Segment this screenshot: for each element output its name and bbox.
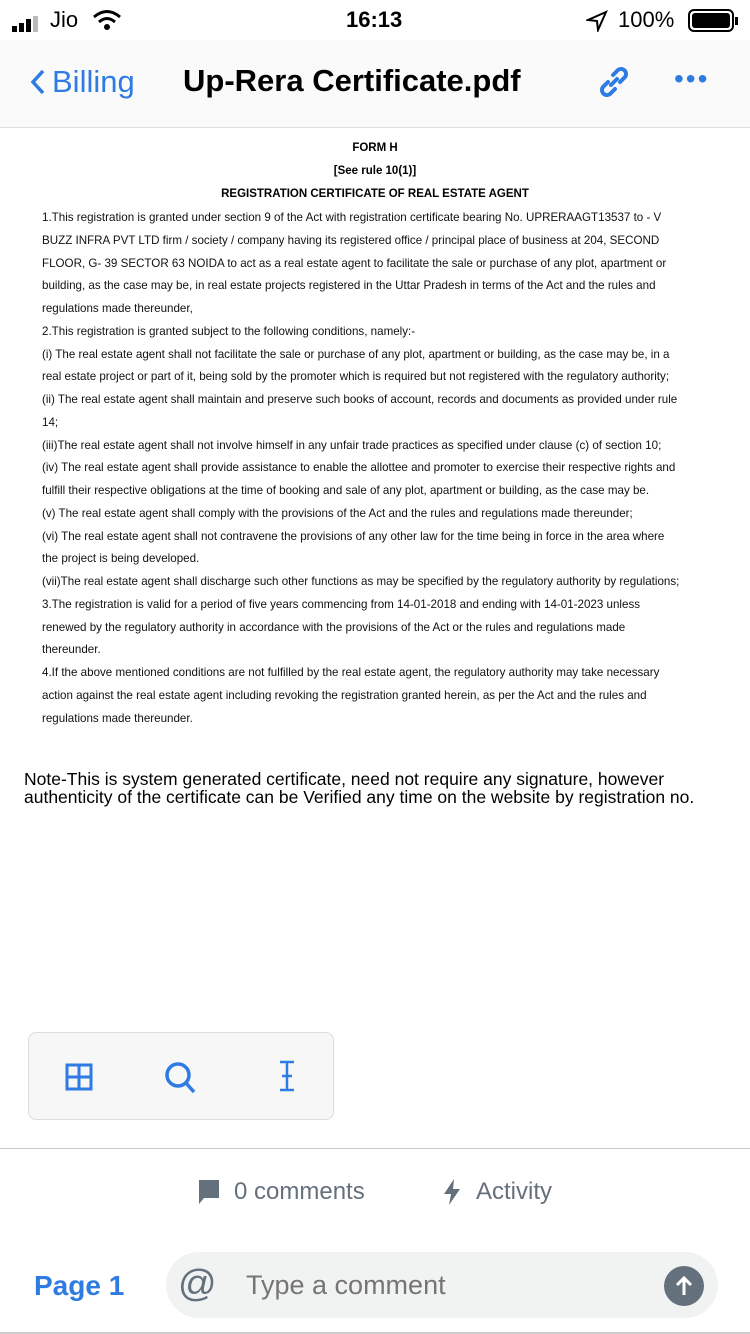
signal-icon	[12, 12, 42, 38]
document-line: 4.If the above mentioned conditions are not fulfilled by the real estate agent, the regulatory authority may take necessary	[42, 666, 660, 679]
status-bar	[0, 0, 750, 40]
document-line: 2.This registration is granted subject to the following conditions, namely:-	[42, 324, 416, 338]
activity-tab[interactable]	[442, 1178, 552, 1206]
note-text: Note-This is system generated certificate, need not require any signature, however authenticity of the certificate can be Verified any time on the website by registration no.	[24, 769, 695, 807]
battery-percent: 100%	[618, 7, 675, 32]
lightning-icon	[442, 1178, 462, 1206]
more-options-button[interactable]: •••	[674, 63, 710, 94]
pdf-toolbar	[28, 1032, 334, 1120]
arrow-up-icon	[674, 1275, 694, 1297]
mention-icon[interactable]: @	[178, 1263, 217, 1305]
document-line: (ii) The real estate agent shall maintain and preserve such books of account, records and documents as provided under rule	[42, 393, 678, 406]
document-line: (iii)The real estate agent shall not involve himself in any unfair trade practices as specified under clause (c) of section 10;	[42, 438, 662, 452]
text-select-button[interactable]	[277, 1059, 297, 1098]
navigation-bar	[0, 40, 750, 128]
comments-tab[interactable]	[198, 1178, 365, 1206]
document-line: regulations made thereunder,	[42, 302, 193, 315]
chevron-left-icon	[30, 68, 46, 96]
search-button[interactable]	[163, 1061, 199, 1100]
document-line: fulfill their respective obligations at the time of booking and sale of any plot, apartment or building, as the case may be.	[42, 484, 650, 497]
wifi-icon	[92, 9, 122, 37]
document-line: renewed by the regulatory authority in accordance with the provisions of the Act or the rules and regulations made	[42, 620, 626, 634]
clock: 16:13	[346, 7, 403, 32]
back-label: Billing	[52, 64, 135, 99]
document-line: (iv) The real estate agent shall provide assistance to enable the allottee and promoter to exercise their respective rights and	[42, 461, 676, 475]
document-line: (vi) The real estate agent shall not contravene the provisions of any other law for the time being in force in the area where	[42, 529, 665, 543]
activity-label: Activity	[476, 1178, 553, 1205]
document-line: (v) The real estate agent shall comply with the provisions of the Act and the rules and regulations made thereunder;	[42, 506, 633, 520]
comment-box	[166, 1252, 718, 1318]
thumbnails-button[interactable]	[65, 1063, 93, 1096]
text-cursor-icon	[277, 1059, 297, 1093]
comments-count: 0 comments	[234, 1178, 365, 1205]
battery-icon	[688, 9, 740, 39]
comment-input[interactable]	[246, 1270, 646, 1301]
document-line: (vii)The real estate agent shall discharge such other functions as may be specified by the regulatory authority by regulations;	[42, 575, 680, 588]
document-line: action against the real estate agent including revoking the registration granted herein, as per the Act and the rules and	[42, 688, 647, 702]
page-indicator[interactable]: Page 1	[34, 1270, 125, 1301]
document-line: real estate project or part of it, being sold by the promoter which is required but not registered with the regulatory authority;	[42, 370, 670, 384]
document-line: 3.The registration is valid for a period of five years commencing from 14-01-2018 and ending with 14-01-2023 unless	[42, 597, 641, 611]
document-line: thereunder.	[42, 643, 101, 657]
document-line: 14;	[42, 415, 59, 429]
certificate-heading: REGISTRATION CERTIFICATE OF REAL ESTATE AGENT	[221, 188, 529, 200]
search-icon	[163, 1061, 199, 1095]
send-button[interactable]	[664, 1266, 704, 1306]
form-heading: FORM H	[352, 142, 398, 154]
document-line: FLOOR, G- 39 SECTOR 63 NOIDA to act as a real estate agent to facilitate the sale or purchase of any plot, apartment or	[42, 256, 667, 270]
carrier: Jio	[50, 7, 79, 32]
rule-heading: [See rule 10(1)]	[333, 165, 417, 177]
document-line: building, as the case may be, in real estate projects registered in the Uttar Pradesh in terms of the Act and the rules and	[42, 279, 656, 293]
document-line: (i) The real estate agent shall not facilitate the sale or purchase of any plot, apartment or building, as the case may be, in a	[42, 347, 670, 361]
comment-icon	[198, 1179, 220, 1205]
link-icon	[596, 64, 632, 100]
page-title: Up-Rera Certificate.pdf	[183, 63, 521, 98]
grid-icon	[65, 1063, 93, 1091]
link-button[interactable]	[596, 64, 632, 105]
document-line: the project is being developed.	[42, 552, 200, 566]
document-line: BUZZ INFRA PVT LTD firm / society / company having its registered office / principal place of business at 204, SECOND	[42, 233, 660, 247]
document-line: 1.This registration is granted under section 9 of the Act with registration certificate bearing No. UPRERAAGT13537 to - V	[42, 211, 662, 224]
location-icon	[586, 10, 608, 38]
divider	[0, 1148, 750, 1149]
back-button[interactable]	[30, 64, 135, 100]
document-line: regulations made thereunder.	[42, 711, 193, 725]
